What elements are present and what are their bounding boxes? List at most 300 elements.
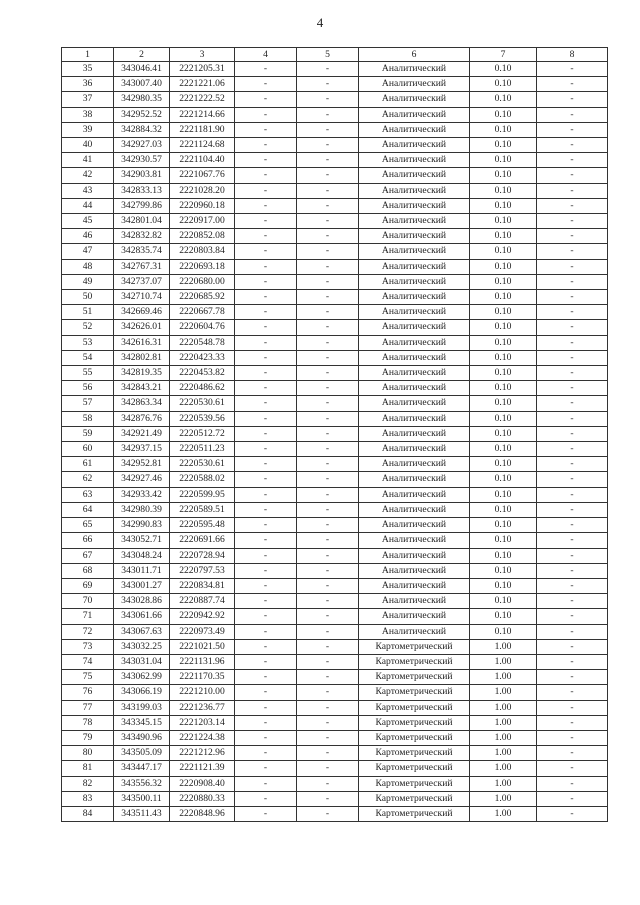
column-8-cell: - bbox=[537, 594, 608, 609]
page-number: 4 bbox=[316, 15, 324, 30]
method-cell: Картометрический bbox=[359, 639, 470, 654]
y-coordinate-cell: 2221236.77 bbox=[170, 700, 235, 715]
table-row bbox=[62, 305, 608, 320]
column-8-cell: - bbox=[537, 806, 608, 821]
accuracy-cell: 0.10 bbox=[470, 624, 537, 639]
column-5-cell: - bbox=[297, 92, 359, 107]
y-coordinate-cell: 2220530.61 bbox=[170, 396, 235, 411]
point-number-cell: 48 bbox=[62, 259, 114, 274]
point-number-cell: 80 bbox=[62, 746, 114, 761]
column-4-cell: - bbox=[235, 320, 297, 335]
accuracy-cell: 1.00 bbox=[470, 776, 537, 791]
column-5-cell: - bbox=[297, 274, 359, 289]
y-coordinate-cell: 2220530.61 bbox=[170, 457, 235, 472]
point-number-cell: 60 bbox=[62, 442, 114, 457]
column-4-cell: - bbox=[235, 290, 297, 305]
x-coordinate-cell: 343447.17 bbox=[114, 761, 170, 776]
x-coordinate-cell: 342802.81 bbox=[114, 350, 170, 365]
y-coordinate-cell: 2220511.23 bbox=[170, 442, 235, 457]
column-8-cell: - bbox=[537, 274, 608, 289]
x-coordinate-cell: 342843.21 bbox=[114, 381, 170, 396]
table-row bbox=[62, 518, 608, 533]
accuracy-cell: 0.10 bbox=[470, 229, 537, 244]
column-4-cell: - bbox=[235, 654, 297, 669]
y-coordinate-cell: 2220685.92 bbox=[170, 290, 235, 305]
x-coordinate-cell: 343001.27 bbox=[114, 578, 170, 593]
column-8-cell: - bbox=[537, 761, 608, 776]
point-number-cell: 52 bbox=[62, 320, 114, 335]
column-4-cell: - bbox=[235, 487, 297, 502]
x-coordinate-cell: 342903.81 bbox=[114, 168, 170, 183]
table-header bbox=[62, 48, 608, 62]
y-coordinate-cell: 2220693.18 bbox=[170, 259, 235, 274]
table-row bbox=[62, 320, 608, 335]
method-cell: Аналитический bbox=[359, 457, 470, 472]
column-8-cell: - bbox=[537, 381, 608, 396]
method-cell: Аналитический bbox=[359, 305, 470, 320]
method-cell: Аналитический bbox=[359, 548, 470, 563]
column-4-cell: - bbox=[235, 107, 297, 122]
column-4-cell: - bbox=[235, 533, 297, 548]
point-number-cell: 65 bbox=[62, 518, 114, 533]
column-8-cell: - bbox=[537, 746, 608, 761]
method-cell: Аналитический bbox=[359, 229, 470, 244]
y-coordinate-cell: 2221021.50 bbox=[170, 639, 235, 654]
accuracy-cell: 1.00 bbox=[470, 715, 537, 730]
column-5-cell: - bbox=[297, 685, 359, 700]
accuracy-cell: 0.10 bbox=[470, 548, 537, 563]
column-5-cell: - bbox=[297, 639, 359, 654]
column-header: 3 bbox=[170, 48, 235, 62]
method-cell: Аналитический bbox=[359, 533, 470, 548]
point-number-cell: 82 bbox=[62, 776, 114, 791]
x-coordinate-cell: 342952.81 bbox=[114, 457, 170, 472]
accuracy-cell: 0.10 bbox=[470, 366, 537, 381]
column-5-cell: - bbox=[297, 563, 359, 578]
column-8-cell: - bbox=[537, 533, 608, 548]
x-coordinate-cell: 342921.49 bbox=[114, 426, 170, 441]
accuracy-cell: 0.10 bbox=[470, 609, 537, 624]
y-coordinate-cell: 2221214.66 bbox=[170, 107, 235, 122]
accuracy-cell: 0.10 bbox=[470, 138, 537, 153]
column-4-cell: - bbox=[235, 138, 297, 153]
point-number-cell: 69 bbox=[62, 578, 114, 593]
column-8-cell: - bbox=[537, 335, 608, 350]
method-cell: Аналитический bbox=[359, 442, 470, 457]
y-coordinate-cell: 2220423.33 bbox=[170, 350, 235, 365]
y-coordinate-cell: 2221121.39 bbox=[170, 761, 235, 776]
table-row bbox=[62, 411, 608, 426]
column-8-cell: - bbox=[537, 487, 608, 502]
column-4-cell: - bbox=[235, 594, 297, 609]
column-5-cell: - bbox=[297, 77, 359, 92]
column-header: 4 bbox=[235, 48, 297, 62]
method-cell: Картометрический bbox=[359, 670, 470, 685]
y-coordinate-cell: 2220908.40 bbox=[170, 776, 235, 791]
x-coordinate-cell: 343048.24 bbox=[114, 548, 170, 563]
column-5-cell: - bbox=[297, 715, 359, 730]
y-coordinate-cell: 2221067.76 bbox=[170, 168, 235, 183]
y-coordinate-cell: 2220599.95 bbox=[170, 487, 235, 502]
point-number-cell: 75 bbox=[62, 670, 114, 685]
accuracy-cell: 1.00 bbox=[470, 685, 537, 700]
point-number-cell: 53 bbox=[62, 335, 114, 350]
point-number-cell: 70 bbox=[62, 594, 114, 609]
column-8-cell: - bbox=[537, 244, 608, 259]
accuracy-cell: 0.10 bbox=[470, 396, 537, 411]
point-number-cell: 68 bbox=[62, 563, 114, 578]
table-row bbox=[62, 700, 608, 715]
column-4-cell: - bbox=[235, 791, 297, 806]
accuracy-cell: 0.10 bbox=[470, 107, 537, 122]
method-cell: Аналитический bbox=[359, 411, 470, 426]
column-5-cell: - bbox=[297, 229, 359, 244]
method-cell: Аналитический bbox=[359, 244, 470, 259]
column-5-cell: - bbox=[297, 107, 359, 122]
point-number-cell: 59 bbox=[62, 426, 114, 441]
column-5-cell: - bbox=[297, 654, 359, 669]
column-8-cell: - bbox=[537, 411, 608, 426]
accuracy-cell: 0.10 bbox=[470, 214, 537, 229]
column-4-cell: - bbox=[235, 730, 297, 745]
y-coordinate-cell: 2220539.56 bbox=[170, 411, 235, 426]
table-row bbox=[62, 259, 608, 274]
column-5-cell: - bbox=[297, 122, 359, 137]
table-row bbox=[62, 639, 608, 654]
point-number-cell: 73 bbox=[62, 639, 114, 654]
method-cell: Аналитический bbox=[359, 350, 470, 365]
table-row bbox=[62, 229, 608, 244]
point-number-cell: 84 bbox=[62, 806, 114, 821]
method-cell: Аналитический bbox=[359, 198, 470, 213]
column-8-cell: - bbox=[537, 229, 608, 244]
x-coordinate-cell: 342819.35 bbox=[114, 366, 170, 381]
column-4-cell: - bbox=[235, 715, 297, 730]
point-number-cell: 79 bbox=[62, 730, 114, 745]
column-5-cell: - bbox=[297, 305, 359, 320]
x-coordinate-cell: 342884.32 bbox=[114, 122, 170, 137]
y-coordinate-cell: 2221210.00 bbox=[170, 685, 235, 700]
column-4-cell: - bbox=[235, 776, 297, 791]
table-row bbox=[62, 806, 608, 821]
method-cell: Аналитический bbox=[359, 259, 470, 274]
column-5-cell: - bbox=[297, 487, 359, 502]
x-coordinate-cell: 343011.71 bbox=[114, 563, 170, 578]
method-cell: Картометрический bbox=[359, 746, 470, 761]
point-number-cell: 46 bbox=[62, 229, 114, 244]
column-header: 2 bbox=[114, 48, 170, 62]
accuracy-cell: 0.10 bbox=[470, 320, 537, 335]
column-5-cell: - bbox=[297, 730, 359, 745]
column-4-cell: - bbox=[235, 563, 297, 578]
accuracy-cell: 0.10 bbox=[470, 290, 537, 305]
column-8-cell: - bbox=[537, 442, 608, 457]
table-row bbox=[62, 533, 608, 548]
column-8-cell: - bbox=[537, 685, 608, 700]
column-8-cell: - bbox=[537, 609, 608, 624]
x-coordinate-cell: 342937.15 bbox=[114, 442, 170, 457]
column-5-cell: - bbox=[297, 624, 359, 639]
x-coordinate-cell: 343345.15 bbox=[114, 715, 170, 730]
column-4-cell: - bbox=[235, 426, 297, 441]
accuracy-cell: 0.10 bbox=[470, 198, 537, 213]
y-coordinate-cell: 2220803.84 bbox=[170, 244, 235, 259]
y-coordinate-cell: 2220942.92 bbox=[170, 609, 235, 624]
accuracy-cell: 0.10 bbox=[470, 77, 537, 92]
x-coordinate-cell: 342737.07 bbox=[114, 274, 170, 289]
column-4-cell: - bbox=[235, 381, 297, 396]
point-number-cell: 51 bbox=[62, 305, 114, 320]
method-cell: Аналитический bbox=[359, 518, 470, 533]
y-coordinate-cell: 2220667.78 bbox=[170, 305, 235, 320]
method-cell: Аналитический bbox=[359, 609, 470, 624]
method-cell: Аналитический bbox=[359, 122, 470, 137]
method-cell: Аналитический bbox=[359, 153, 470, 168]
y-coordinate-cell: 2220453.82 bbox=[170, 366, 235, 381]
y-coordinate-cell: 2220588.02 bbox=[170, 472, 235, 487]
point-number-cell: 78 bbox=[62, 715, 114, 730]
x-coordinate-cell: 343066.19 bbox=[114, 685, 170, 700]
y-coordinate-cell: 2220917.00 bbox=[170, 214, 235, 229]
column-5-cell: - bbox=[297, 396, 359, 411]
point-number-cell: 55 bbox=[62, 366, 114, 381]
x-coordinate-cell: 343062.99 bbox=[114, 670, 170, 685]
method-cell: Аналитический bbox=[359, 168, 470, 183]
column-5-cell: - bbox=[297, 168, 359, 183]
x-coordinate-cell: 343500.11 bbox=[114, 791, 170, 806]
accuracy-cell: 1.00 bbox=[470, 670, 537, 685]
x-coordinate-cell: 342616.31 bbox=[114, 335, 170, 350]
accuracy-cell: 1.00 bbox=[470, 746, 537, 761]
accuracy-cell: 1.00 bbox=[470, 730, 537, 745]
method-cell: Аналитический bbox=[359, 320, 470, 335]
y-coordinate-cell: 2221104.40 bbox=[170, 153, 235, 168]
table-row bbox=[62, 396, 608, 411]
table-row bbox=[62, 62, 608, 77]
y-coordinate-cell: 2221170.35 bbox=[170, 670, 235, 685]
method-cell: Аналитический bbox=[359, 426, 470, 441]
column-4-cell: - bbox=[235, 335, 297, 350]
accuracy-cell: 0.10 bbox=[470, 518, 537, 533]
table-row bbox=[62, 92, 608, 107]
column-8-cell: - bbox=[537, 426, 608, 441]
accuracy-cell: 0.10 bbox=[470, 274, 537, 289]
column-5-cell: - bbox=[297, 442, 359, 457]
table-row bbox=[62, 457, 608, 472]
point-number-cell: 71 bbox=[62, 609, 114, 624]
column-8-cell: - bbox=[537, 62, 608, 77]
column-4-cell: - bbox=[235, 700, 297, 715]
method-cell: Аналитический bbox=[359, 92, 470, 107]
y-coordinate-cell: 2221028.20 bbox=[170, 183, 235, 198]
method-cell: Аналитический bbox=[359, 62, 470, 77]
method-cell: Аналитический bbox=[359, 381, 470, 396]
point-number-cell: 62 bbox=[62, 472, 114, 487]
point-number-cell: 74 bbox=[62, 654, 114, 669]
column-5-cell: - bbox=[297, 366, 359, 381]
column-4-cell: - bbox=[235, 578, 297, 593]
point-number-cell: 81 bbox=[62, 761, 114, 776]
column-4-cell: - bbox=[235, 761, 297, 776]
column-5-cell: - bbox=[297, 806, 359, 821]
x-coordinate-cell: 343007.40 bbox=[114, 77, 170, 92]
accuracy-cell: 0.10 bbox=[470, 350, 537, 365]
point-number-cell: 35 bbox=[62, 62, 114, 77]
x-coordinate-cell: 342933.42 bbox=[114, 487, 170, 502]
column-4-cell: - bbox=[235, 214, 297, 229]
x-coordinate-cell: 343028.86 bbox=[114, 594, 170, 609]
column-header: 6 bbox=[359, 48, 470, 62]
table-row bbox=[62, 685, 608, 700]
y-coordinate-cell: 2221131.96 bbox=[170, 654, 235, 669]
column-8-cell: - bbox=[537, 776, 608, 791]
table-row bbox=[62, 746, 608, 761]
table-row bbox=[62, 107, 608, 122]
table-row bbox=[62, 183, 608, 198]
column-4-cell: - bbox=[235, 411, 297, 426]
method-cell: Картометрический bbox=[359, 761, 470, 776]
column-5-cell: - bbox=[297, 350, 359, 365]
x-coordinate-cell: 342980.35 bbox=[114, 92, 170, 107]
y-coordinate-cell: 2220512.72 bbox=[170, 426, 235, 441]
method-cell: Аналитический bbox=[359, 624, 470, 639]
table-row bbox=[62, 563, 608, 578]
column-4-cell: - bbox=[235, 183, 297, 198]
column-5-cell: - bbox=[297, 259, 359, 274]
x-coordinate-cell: 342930.57 bbox=[114, 153, 170, 168]
accuracy-cell: 0.10 bbox=[470, 335, 537, 350]
accuracy-cell: 0.10 bbox=[470, 502, 537, 517]
x-coordinate-cell: 343046.41 bbox=[114, 62, 170, 77]
column-5-cell: - bbox=[297, 472, 359, 487]
column-4-cell: - bbox=[235, 153, 297, 168]
table-row bbox=[62, 654, 608, 669]
column-4-cell: - bbox=[235, 609, 297, 624]
point-number-cell: 42 bbox=[62, 168, 114, 183]
accuracy-cell: 0.10 bbox=[470, 62, 537, 77]
accuracy-cell: 1.00 bbox=[470, 700, 537, 715]
column-4-cell: - bbox=[235, 92, 297, 107]
column-5-cell: - bbox=[297, 411, 359, 426]
point-number-cell: 36 bbox=[62, 77, 114, 92]
column-5-cell: - bbox=[297, 609, 359, 624]
point-number-cell: 54 bbox=[62, 350, 114, 365]
column-5-cell: - bbox=[297, 320, 359, 335]
column-8-cell: - bbox=[537, 700, 608, 715]
table-row bbox=[62, 670, 608, 685]
point-number-cell: 47 bbox=[62, 244, 114, 259]
column-5-cell: - bbox=[297, 426, 359, 441]
x-coordinate-cell: 343511.43 bbox=[114, 806, 170, 821]
point-number-cell: 50 bbox=[62, 290, 114, 305]
column-8-cell: - bbox=[537, 305, 608, 320]
column-8-cell: - bbox=[537, 153, 608, 168]
accuracy-cell: 0.10 bbox=[470, 578, 537, 593]
method-cell: Аналитический bbox=[359, 472, 470, 487]
accuracy-cell: 0.10 bbox=[470, 411, 537, 426]
column-4-cell: - bbox=[235, 502, 297, 517]
table-row bbox=[62, 776, 608, 791]
table-row bbox=[62, 472, 608, 487]
column-5-cell: - bbox=[297, 791, 359, 806]
method-cell: Аналитический bbox=[359, 594, 470, 609]
column-4-cell: - bbox=[235, 259, 297, 274]
method-cell: Картометрический bbox=[359, 776, 470, 791]
column-4-cell: - bbox=[235, 366, 297, 381]
table-row bbox=[62, 77, 608, 92]
method-cell: Аналитический bbox=[359, 290, 470, 305]
table-row bbox=[62, 214, 608, 229]
table-row bbox=[62, 381, 608, 396]
accuracy-cell: 0.10 bbox=[470, 381, 537, 396]
column-4-cell: - bbox=[235, 518, 297, 533]
column-5-cell: - bbox=[297, 214, 359, 229]
column-8-cell: - bbox=[537, 791, 608, 806]
method-cell: Аналитический bbox=[359, 274, 470, 289]
x-coordinate-cell: 342799.86 bbox=[114, 198, 170, 213]
column-8-cell: - bbox=[537, 183, 608, 198]
column-5-cell: - bbox=[297, 153, 359, 168]
accuracy-cell: 1.00 bbox=[470, 791, 537, 806]
column-4-cell: - bbox=[235, 685, 297, 700]
method-cell: Аналитический bbox=[359, 335, 470, 350]
coordinates-table bbox=[61, 47, 608, 822]
table-row bbox=[62, 244, 608, 259]
table-row bbox=[62, 138, 608, 153]
column-8-cell: - bbox=[537, 122, 608, 137]
column-8-cell: - bbox=[537, 259, 608, 274]
point-number-cell: 44 bbox=[62, 198, 114, 213]
column-5-cell: - bbox=[297, 244, 359, 259]
table-row bbox=[62, 335, 608, 350]
y-coordinate-cell: 2220728.94 bbox=[170, 548, 235, 563]
accuracy-cell: 1.00 bbox=[470, 761, 537, 776]
point-number-cell: 41 bbox=[62, 153, 114, 168]
point-number-cell: 64 bbox=[62, 502, 114, 517]
point-number-cell: 72 bbox=[62, 624, 114, 639]
point-number-cell: 61 bbox=[62, 457, 114, 472]
method-cell: Картометрический bbox=[359, 806, 470, 821]
accuracy-cell: 0.10 bbox=[470, 168, 537, 183]
column-8-cell: - bbox=[537, 366, 608, 381]
column-8-cell: - bbox=[537, 168, 608, 183]
accuracy-cell: 0.10 bbox=[470, 259, 537, 274]
method-cell: Картометрический bbox=[359, 700, 470, 715]
column-5-cell: - bbox=[297, 578, 359, 593]
column-header: 7 bbox=[470, 48, 537, 62]
column-8-cell: - bbox=[537, 92, 608, 107]
accuracy-cell: 0.10 bbox=[470, 594, 537, 609]
table-row bbox=[62, 274, 608, 289]
accuracy-cell: 0.10 bbox=[470, 563, 537, 578]
column-5-cell: - bbox=[297, 290, 359, 305]
point-number-cell: 83 bbox=[62, 791, 114, 806]
x-coordinate-cell: 342876.76 bbox=[114, 411, 170, 426]
accuracy-cell: 0.10 bbox=[470, 472, 537, 487]
column-8-cell: - bbox=[537, 518, 608, 533]
y-coordinate-cell: 2221124.68 bbox=[170, 138, 235, 153]
column-4-cell: - bbox=[235, 244, 297, 259]
point-number-cell: 56 bbox=[62, 381, 114, 396]
y-coordinate-cell: 2221203.14 bbox=[170, 715, 235, 730]
column-8-cell: - bbox=[537, 457, 608, 472]
y-coordinate-cell: 2220960.18 bbox=[170, 198, 235, 213]
accuracy-cell: 1.00 bbox=[470, 639, 537, 654]
column-8-cell: - bbox=[537, 77, 608, 92]
method-cell: Аналитический bbox=[359, 366, 470, 381]
column-4-cell: - bbox=[235, 806, 297, 821]
y-coordinate-cell: 2221181.90 bbox=[170, 122, 235, 137]
